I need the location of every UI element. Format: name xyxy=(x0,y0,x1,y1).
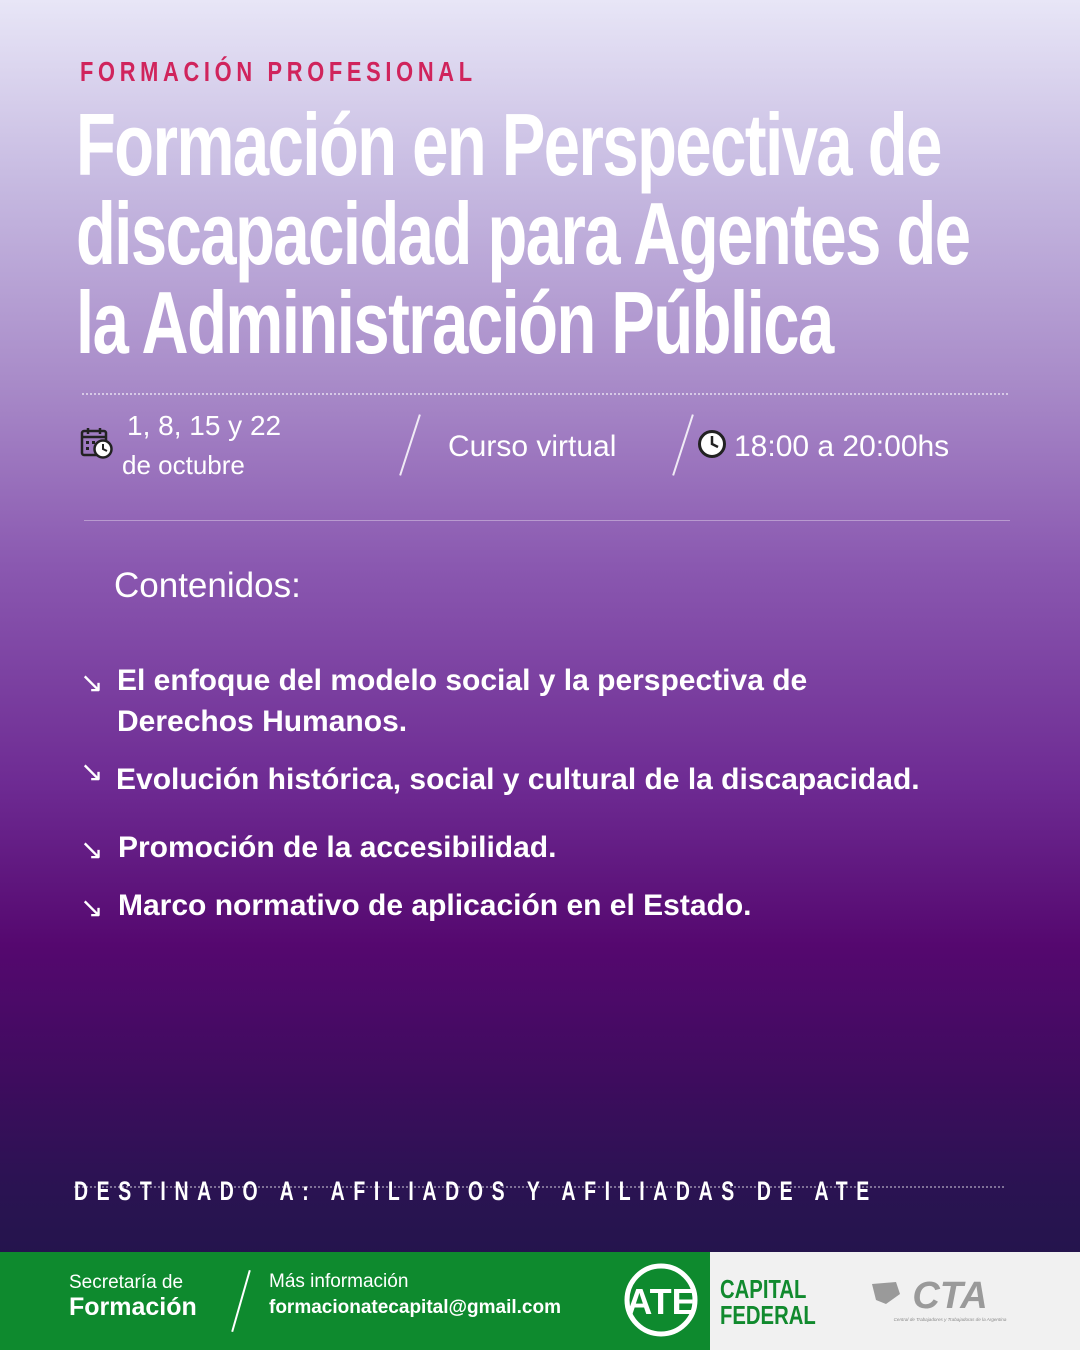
title-line-2: discapacidad para Agentes de xyxy=(76,184,970,283)
title-divider xyxy=(82,393,1008,395)
calendar-clock-icon xyxy=(80,426,114,460)
list-item-line-1: El enfoque del modelo social y la perspectiva de xyxy=(117,664,808,697)
title-line-1: Formación en Perspectiva de xyxy=(76,95,941,194)
capital-line-2: FEDERAL xyxy=(720,1300,816,1330)
list-item-line-1: Promoción de la accesibilidad. xyxy=(118,831,557,864)
info-separator-1 xyxy=(399,414,421,475)
cta-logo-text: CTA xyxy=(912,1275,988,1317)
contact-email[interactable]: formacionatecapital@gmail.com xyxy=(269,1297,561,1318)
secretaria-name: Formación xyxy=(69,1293,197,1321)
audience-label: DESTINADO A: AFILIADOS Y AFILIADAS DE ATE xyxy=(74,1176,878,1206)
list-item xyxy=(80,756,920,800)
list-item-line-1: Evolución histórica, social y cultural de la discapacidad. xyxy=(116,763,920,796)
arrow-down-right-icon: ↘ xyxy=(80,667,104,698)
info-separator-2 xyxy=(672,414,694,475)
list-item xyxy=(80,660,807,742)
list-item xyxy=(80,885,752,926)
footer xyxy=(0,1252,1080,1350)
list-item-line-2: Derechos Humanos. xyxy=(117,705,408,738)
title-line-3: la Administración Pública xyxy=(76,273,833,372)
arrow-down-right-icon: ↘ xyxy=(80,834,104,865)
course-title xyxy=(76,95,1031,372)
dates-line-2: de octubre xyxy=(122,450,245,480)
list-item-line-1: Marco normativo de aplicación en el Estado. xyxy=(118,889,752,922)
dates-line-1: 1, 8, 15 y 22 xyxy=(127,410,282,441)
clock-icon xyxy=(697,429,727,459)
course-modality: Curso virtual xyxy=(448,430,617,463)
info-divider xyxy=(84,520,1010,521)
list-item xyxy=(80,827,556,868)
section-kicker: FORMACIÓN PROFESIONAL xyxy=(80,56,477,87)
course-schedule: 18:00 a 20:00hs xyxy=(734,430,950,463)
ate-logo-text: ATE xyxy=(626,1281,696,1322)
ate-logo xyxy=(623,1262,699,1338)
contents-heading: Contenidos: xyxy=(114,566,301,605)
arrow-down-right-icon: ↘ xyxy=(80,892,104,923)
arrow-down-right-icon: ↘ xyxy=(80,756,104,787)
more-info-label: Más información xyxy=(269,1271,409,1292)
cta-logo xyxy=(866,1274,1016,1326)
capital-line-1: CAPITAL xyxy=(720,1274,807,1304)
secretaria-label: Secretaría de xyxy=(69,1272,184,1293)
cta-caption: Central de Trabajadores y Trabajadoras de la Argentina xyxy=(893,1317,1007,1322)
